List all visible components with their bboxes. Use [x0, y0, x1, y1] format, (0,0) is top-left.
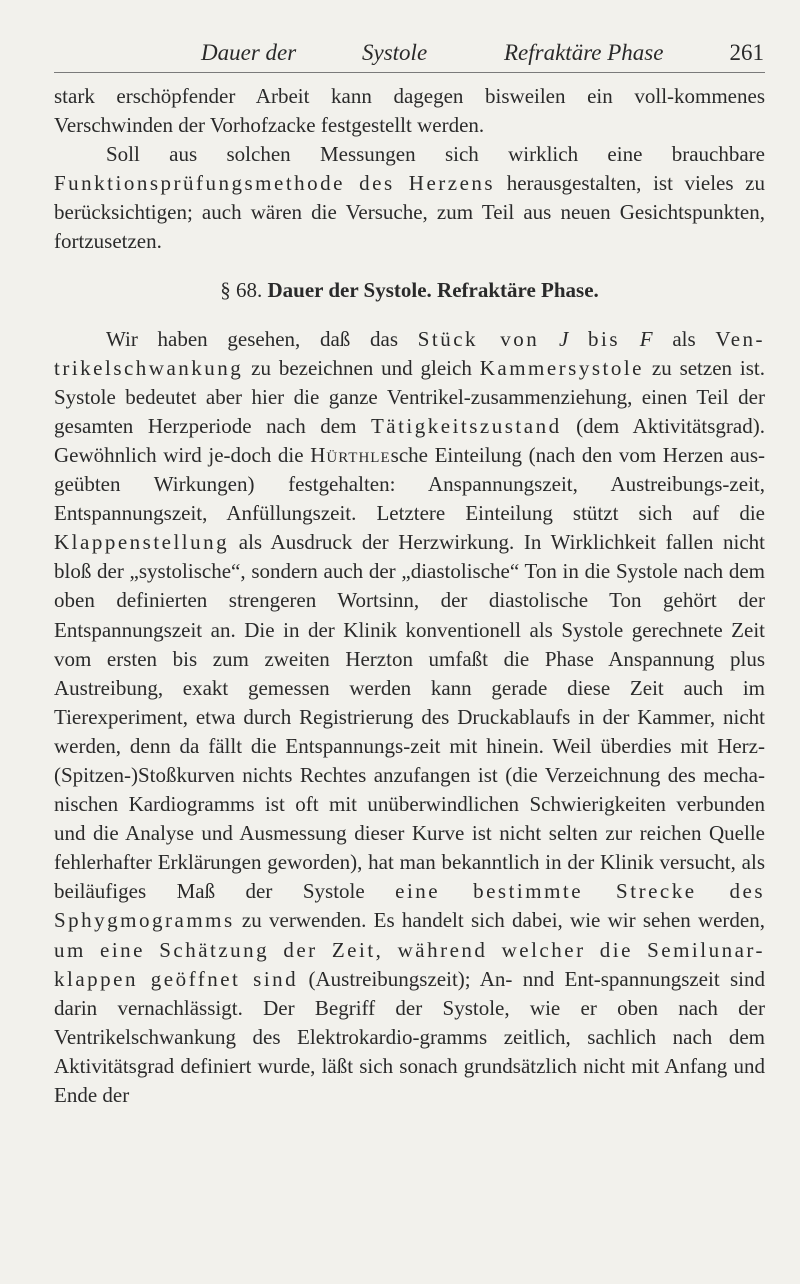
- symbol-j: J: [559, 326, 569, 351]
- section-title-part: Systole.: [363, 277, 432, 302]
- header-term-systole: Systole: [362, 40, 428, 65]
- text-run: zu verwenden. Es handelt sich dabei, wie wir sehen werden,: [234, 908, 765, 933]
- text-run: zu setzen ist. Systole bedeutet aber hier die ganze Ventrikel-zusammenziehung, einen Teil der gesamten Herzperiode nach dem: [54, 355, 765, 438]
- emphasized-text: Tätigkeitszustand: [370, 413, 562, 438]
- text-run: (Austreibungszeit); An- nnd Ent-spannungszeit sind darin vernachlässigt. Der Begriff der Systole, wie er oben nach der Ventrikelschwankung des Elektrokardio-gramms zeitlich, sachlich nach dem Aktivitätsgrad definiert wurde, läßt sich sonach grundsätzlich nicht mit Anfang und Ende der: [54, 966, 765, 1107]
- paragraph-continuation: [54, 82, 765, 140]
- section-title-part: Dauer der: [267, 277, 364, 302]
- emphasized-text: bis: [588, 326, 621, 351]
- paragraph: [54, 325, 765, 1111]
- emphasized-text: Funktionsprüfungsmethode des Herzens: [54, 171, 496, 196]
- text-run: zu bezeichnen und gleich: [243, 355, 480, 380]
- text-run: (dem Aktivitätsgrad). Gewöhnlich wird je-doch die: [54, 413, 765, 467]
- emphasized-text: Klappenstellung: [54, 530, 230, 555]
- body-text: [54, 82, 765, 1110]
- text-run: stark erschöpfender Arbeit kann dagegen bisweilen ein voll-kommenes Verschwinden der Vorhofzacke festgestellt werden.: [54, 84, 765, 138]
- text-run: sche Einteilung (nach den vom Herzen aus-geübten Wirkungen) festgehalten: Anspannungszeit, Austreibungs-zeit, Entspannungszeit, Anfüllungszeit. Letztere Einteilung stützt sich auf die: [54, 442, 765, 526]
- header-divider: [54, 72, 765, 73]
- text-run: als: [652, 326, 716, 351]
- emphasized-text: Kammersystole: [479, 355, 645, 380]
- emphasized-text: um eine Schätzung der Zeit, während welcher die Semilunar-klappen geöffnet sind: [54, 937, 765, 991]
- section-title-part: Refraktäre Phase.: [437, 277, 599, 302]
- text-run: Soll aus solchen Messungen sich wirklich eine brauchbare: [106, 142, 765, 167]
- emphasized-text: Stück von: [417, 326, 540, 351]
- text-run: herausgestalten, ist vieles zu berücksichtigen; auch wären die Versuche, zum Teil aus neuen Gesichtspunkten, fortzusetzen.: [54, 171, 766, 254]
- page-number: 261: [729, 40, 764, 65]
- section-number: § 68.: [220, 277, 263, 302]
- header-term-refraktaere: Refraktäre Phase: [504, 40, 664, 65]
- text-run: Wir haben gesehen, daß das: [106, 326, 418, 351]
- paragraph: [54, 140, 765, 256]
- emphasized-text: Ven-trikelschwankung: [54, 326, 766, 380]
- section-heading: [54, 276, 765, 305]
- emphasized-text: eine bestimmte Strecke des Sphygmogramms: [54, 879, 765, 933]
- author-name: Hürthle: [310, 442, 391, 467]
- symbol-f: F: [639, 326, 653, 351]
- text-run: als Ausdruck der Herzwirkung. In Wirklichkeit fallen nicht bloß der „systolische“, sondern auch der „diastolische“ Ton in die Systole nach dem oben definierten strengeren Wortsinn, der diastolische Ton gehört der Entspannungszeit an. Die in der Klinik konventionell als Systole gerechnete Zeit vom ersten bis zum zweiten Herzton umfaßt die Phase Anspannung plus Austreibung, exakt gemessen werden kann gerade diese Zeit auch im Tierexperiment, etwa durch Registrierung des Druckablaufs in der Kammer, nicht werden, denn da fällt die Entspannungs-zeit mit hinein. Weil überdies mit Herz-(Spitzen-)Stoßkurven nichts Rechtes anzufangen ist (die Verzeichnung des mecha-nischen Kardiogramms ist oft mit unüberwindlichen Schwierigkeiten verbunden und die Analyse und Ausmessung dieser Kurve ist nicht selten zur reichen Quelle fehlerhafter Erklärungen geworden), hat man bekanntlich in der Klinik versucht, als beiläufiges Maß der Systole: [54, 530, 765, 904]
- header-term-dauer: Dauer der: [201, 40, 297, 65]
